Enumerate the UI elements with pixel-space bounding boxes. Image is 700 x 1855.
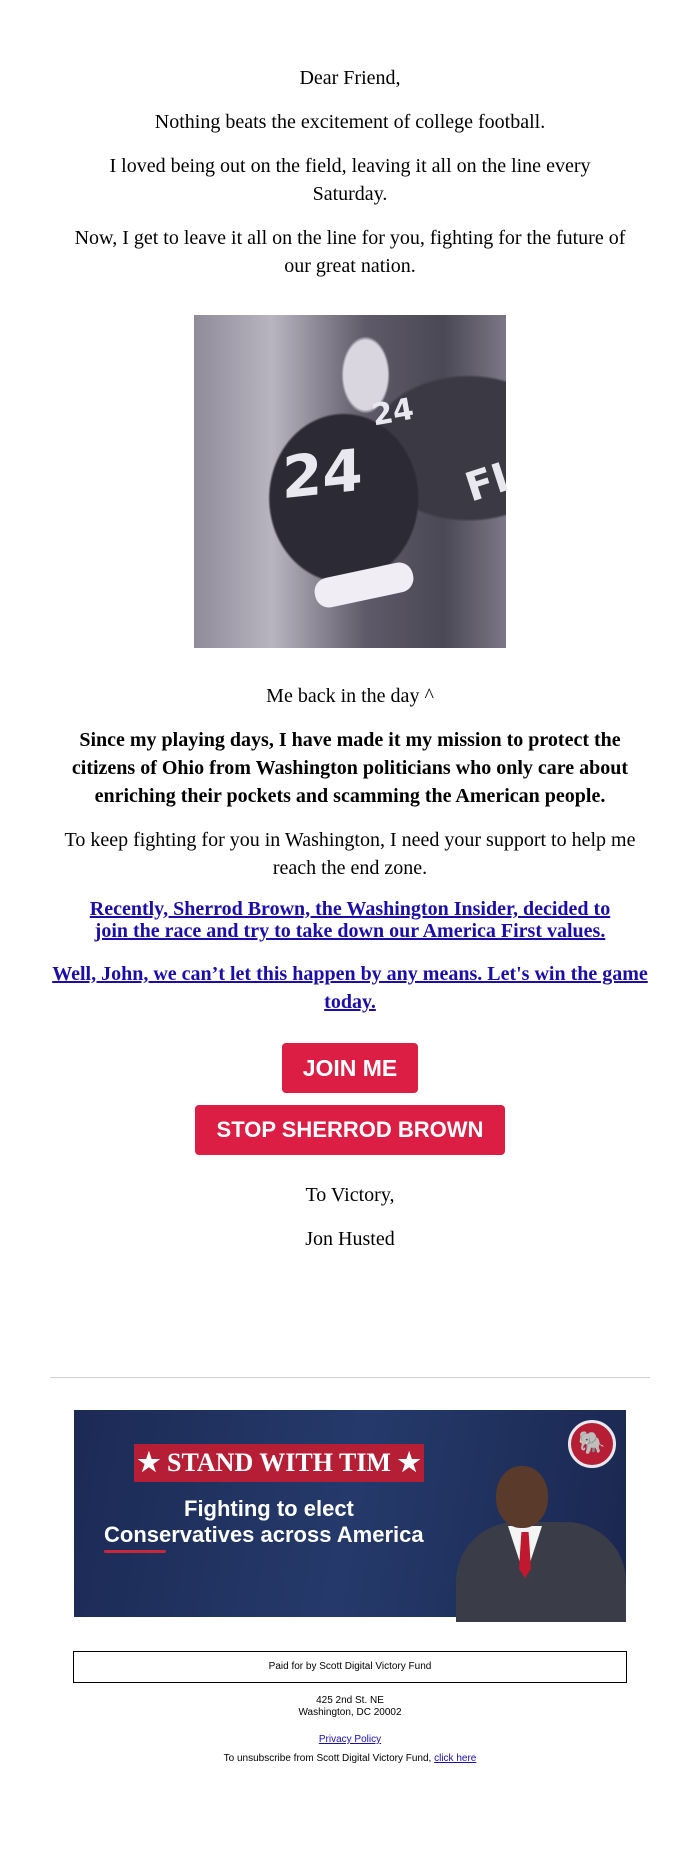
player-arm <box>312 560 416 610</box>
jersey-number-shoulder: 24 <box>369 391 417 434</box>
mailing-address <box>0 1695 700 1719</box>
unsubscribe-label: To unsubscribe from Scott Digital Victory Fund, <box>223 1753 435 1764</box>
closing: To Victory, <box>305 1184 395 1206</box>
banner-line-1: Fighting to elect <box>184 1496 354 1521</box>
greeting: Dear Friend, <box>299 67 401 89</box>
unsubscribe-link[interactable]: click here <box>434 1753 477 1764</box>
paragraph-football: Nothing beats the excitement of college football. <box>154 111 546 133</box>
stop-sherrod-brown-button[interactable]: STOP SHERROD BROWN <box>195 1105 505 1155</box>
paragraph-nation: Now, I get to leave it all on the line for you, fighting for the future of our great nation. <box>74 227 626 277</box>
paragraph-support: To keep fighting for you in Washington, I need your support to help me reach the end zone. <box>64 829 636 879</box>
paid-for-disclaimer: Paid for by Scott Digital Victory Fund <box>73 1651 627 1683</box>
unsubscribe-text <box>0 1753 700 1765</box>
teammate-jersey-text: FI <box>459 454 515 512</box>
privacy-policy-link[interactable]: Privacy Policy <box>318 1734 382 1745</box>
sherrod-brown-link[interactable]: Recently, Sherrod Brown, the Washington Insider, decided to join the race and try to take down our America First values. <box>89 898 611 942</box>
mission-statement: Since my playing days, I have made it my mission to protect the citizens of Ohio from Washington politicians who only care about enriching their pockets and scamming the American people. <box>71 729 629 807</box>
elephant-icon: 🐘 <box>568 1420 616 1468</box>
speaker-portrait <box>456 1466 626 1617</box>
stand-with-tim-banner[interactable] <box>74 1410 626 1617</box>
jersey-number-front: 24 <box>282 435 363 513</box>
join-me-button[interactable]: JOIN ME <box>282 1043 418 1093</box>
banner-line-2: Conservatives across America <box>104 1522 424 1547</box>
paragraph-field: I loved being out on the field, leaving it all on the line every Saturday. <box>109 155 591 205</box>
win-game-link[interactable]: Well, John, we can’t let this happen by any means. Let's win the game today. <box>52 963 648 1013</box>
football-photo <box>194 315 515 648</box>
banner-tagline: ★ STAND WITH TIM ★ <box>134 1444 424 1482</box>
section-divider <box>50 1377 650 1378</box>
address-line-2: Washington, DC 20002 <box>298 1707 402 1718</box>
signature: Jon Husted <box>305 1228 395 1250</box>
banner-underline <box>104 1550 166 1553</box>
photo-caption: Me back in the day ^ <box>266 685 434 707</box>
address-line-1: 425 2nd St. NE <box>316 1695 384 1706</box>
